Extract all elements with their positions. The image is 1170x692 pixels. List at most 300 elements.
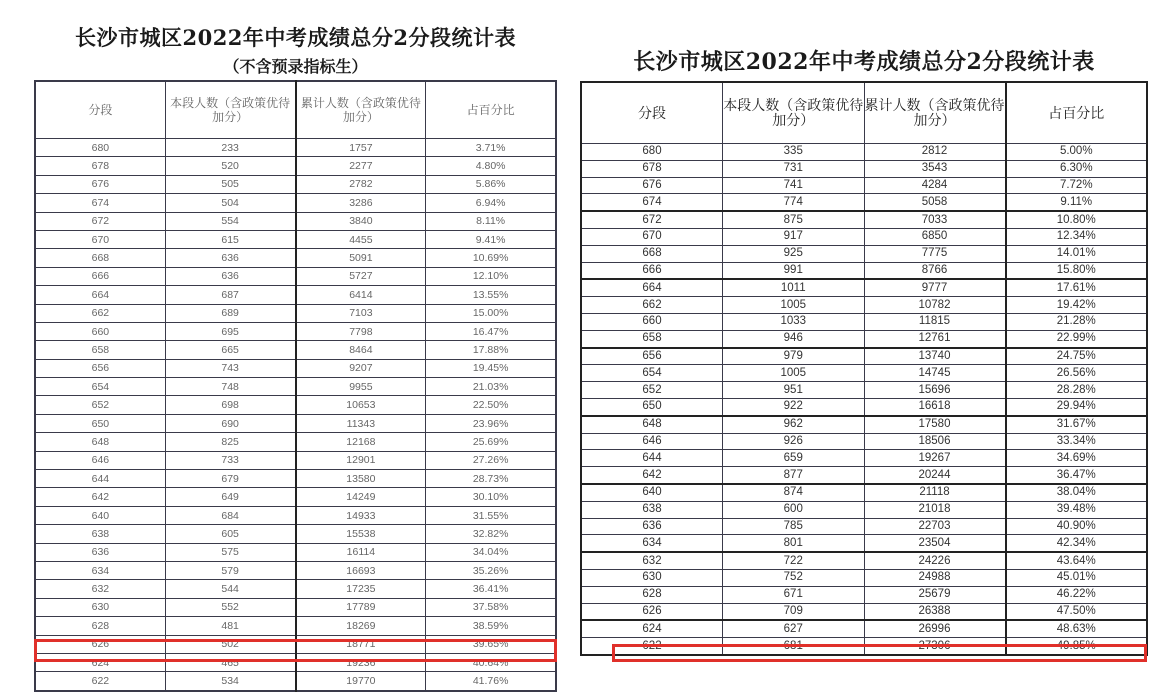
- table-row: [35, 322, 556, 340]
- cell-score-band: 628: [35, 617, 165, 635]
- cell-cumulative-count: 16618: [864, 398, 1006, 415]
- cell-cumulative-count: 12901: [296, 451, 426, 469]
- cell-score-band: 646: [35, 451, 165, 469]
- cell-score-band: 670: [581, 228, 723, 245]
- cell-band-count: 649: [165, 488, 295, 506]
- cell-score-band: 676: [35, 175, 165, 193]
- table-row: [581, 552, 1147, 569]
- cell-score-band: 648: [35, 433, 165, 451]
- cell-percentage: 19.42%: [1006, 297, 1148, 314]
- cell-score-band: 642: [581, 467, 723, 484]
- table-row: [35, 506, 556, 524]
- cell-cumulative-count: 3840: [296, 212, 426, 230]
- cell-percentage: 9.11%: [1006, 194, 1148, 211]
- left-table-subtitle: （不含预录指标生）: [223, 57, 368, 76]
- cell-cumulative-count: 15538: [296, 525, 426, 543]
- cell-cumulative-count: 18506: [864, 433, 1006, 450]
- left-table-title: 长沙市城区2022年中考成绩总分2分段统计表: [74, 25, 517, 50]
- table-row: [581, 144, 1147, 161]
- cell-cumulative-count: 4455: [296, 230, 426, 248]
- cell-band-count: 504: [165, 194, 295, 212]
- table-row: [35, 580, 556, 598]
- table-row: [35, 175, 556, 193]
- cell-band-count: 825: [165, 433, 295, 451]
- table-row: [581, 365, 1147, 382]
- cell-band-count: 709: [723, 603, 865, 620]
- cell-band-count: 731: [723, 160, 865, 177]
- table-row: [581, 467, 1147, 484]
- cell-percentage: 28.28%: [1006, 382, 1148, 399]
- table-row: [35, 341, 556, 359]
- cell-score-band: 680: [35, 139, 165, 157]
- table-row: [35, 157, 556, 175]
- cell-cumulative-count: 4284: [864, 177, 1006, 194]
- table-row: [581, 450, 1147, 467]
- cell-score-band: 630: [581, 569, 723, 586]
- table-row: [35, 543, 556, 561]
- cell-band-count: 690: [165, 414, 295, 432]
- cell-band-count: 679: [165, 470, 295, 488]
- cell-percentage: 21.28%: [1006, 313, 1148, 330]
- cell-percentage: 12.34%: [1006, 228, 1148, 245]
- cell-band-count: 698: [165, 396, 295, 414]
- cell-percentage: 39.48%: [1006, 501, 1148, 518]
- cell-band-count: 579: [165, 561, 295, 579]
- table-row: [581, 398, 1147, 415]
- cell-cumulative-count: 17235: [296, 580, 426, 598]
- cell-score-band: 662: [35, 304, 165, 322]
- cell-band-count: 665: [165, 341, 295, 359]
- col-header-percentage: 占百分比: [1006, 82, 1148, 144]
- cell-percentage: 21.03%: [426, 378, 556, 396]
- cell-percentage: 39.65%: [426, 635, 556, 653]
- cell-percentage: 46.22%: [1006, 586, 1148, 603]
- cell-band-count: 877: [723, 467, 865, 484]
- table-row: [35, 139, 556, 157]
- cell-score-band: 650: [35, 414, 165, 432]
- cell-cumulative-count: 3543: [864, 160, 1006, 177]
- cell-band-count: 605: [165, 525, 295, 543]
- cell-score-band: 638: [35, 525, 165, 543]
- cell-score-band: 656: [35, 359, 165, 377]
- cell-cumulative-count: 9207: [296, 359, 426, 377]
- cell-percentage: 31.55%: [426, 506, 556, 524]
- cell-cumulative-count: 15696: [864, 382, 1006, 399]
- cell-band-count: 962: [723, 416, 865, 433]
- cell-band-count: 1011: [723, 279, 865, 296]
- cell-cumulative-count: 18771: [296, 635, 426, 653]
- col-header-band-count: 本段人数（含政策优待加分）: [165, 81, 295, 139]
- cell-score-band: 680: [581, 144, 723, 161]
- cell-cumulative-count: 26388: [864, 603, 1006, 620]
- cell-score-band: 644: [581, 450, 723, 467]
- table-row: [581, 160, 1147, 177]
- cell-cumulative-count: 19236: [296, 653, 426, 671]
- cell-percentage: 4.80%: [426, 157, 556, 175]
- cell-band-count: 917: [723, 228, 865, 245]
- cell-band-count: 922: [723, 398, 865, 415]
- cell-percentage: 36.41%: [426, 580, 556, 598]
- cell-score-band: 670: [35, 230, 165, 248]
- cell-band-count: 925: [723, 245, 865, 262]
- cell-percentage: 42.34%: [1006, 535, 1148, 552]
- cell-score-band: 634: [35, 561, 165, 579]
- cell-band-count: 502: [165, 635, 295, 653]
- cell-cumulative-count: 3286: [296, 194, 426, 212]
- cell-score-band: 666: [35, 267, 165, 285]
- cell-percentage: 15.00%: [426, 304, 556, 322]
- cell-score-band: 626: [581, 603, 723, 620]
- cell-percentage: 8.11%: [426, 212, 556, 230]
- cell-cumulative-count: 22703: [864, 518, 1006, 535]
- cell-percentage: 40.64%: [426, 653, 556, 671]
- cell-percentage: 17.88%: [426, 341, 556, 359]
- cell-score-band: 648: [581, 416, 723, 433]
- table-row: [581, 194, 1147, 211]
- table-row: [35, 194, 556, 212]
- cell-percentage: 27.26%: [426, 451, 556, 469]
- table-row: [581, 569, 1147, 586]
- cell-percentage: 10.80%: [1006, 211, 1148, 228]
- table-row: [581, 382, 1147, 399]
- cell-percentage: 19.45%: [426, 359, 556, 377]
- table-row: [35, 396, 556, 414]
- cell-score-band: 674: [35, 194, 165, 212]
- table-row: [581, 348, 1147, 365]
- cell-cumulative-count: 26996: [864, 620, 1006, 637]
- cell-cumulative-count: 2782: [296, 175, 426, 193]
- cell-percentage: 12.10%: [426, 267, 556, 285]
- table-row: [581, 262, 1147, 279]
- cell-cumulative-count: 9777: [864, 279, 1006, 296]
- cell-score-band: 652: [35, 396, 165, 414]
- table-row: [35, 598, 556, 616]
- table-row: [581, 279, 1147, 296]
- col-header-score-band: 分段: [35, 81, 165, 139]
- cell-band-count: 979: [723, 348, 865, 365]
- cell-band-count: 774: [723, 194, 865, 211]
- cell-cumulative-count: 7798: [296, 322, 426, 340]
- table-row: [35, 672, 556, 691]
- cell-score-band: 658: [581, 330, 723, 347]
- cell-percentage: 40.90%: [1006, 518, 1148, 535]
- cell-score-band: 676: [581, 177, 723, 194]
- cell-percentage: 48.63%: [1006, 620, 1148, 637]
- cell-band-count: 991: [723, 262, 865, 279]
- table-row: [581, 330, 1147, 347]
- cell-band-count: 627: [723, 620, 865, 637]
- table-row: [35, 267, 556, 285]
- table-row: [35, 488, 556, 506]
- table-row: [35, 212, 556, 230]
- cell-percentage: 43.64%: [1006, 552, 1148, 569]
- table-row: [35, 561, 556, 579]
- cell-cumulative-count: 16114: [296, 543, 426, 561]
- cell-band-count: 926: [723, 433, 865, 450]
- cell-score-band: 652: [581, 382, 723, 399]
- cell-cumulative-count: 5091: [296, 249, 426, 267]
- cell-percentage: 47.50%: [1006, 603, 1148, 620]
- cell-score-band: 642: [35, 488, 165, 506]
- cell-cumulative-count: 7775: [864, 245, 1006, 262]
- cell-score-band: 632: [35, 580, 165, 598]
- cell-score-band: 622: [35, 672, 165, 691]
- cell-score-band: 672: [35, 212, 165, 230]
- cell-band-count: 687: [165, 286, 295, 304]
- right-score-table: [580, 81, 1148, 656]
- table-row: [581, 228, 1147, 245]
- cell-percentage: 26.56%: [1006, 365, 1148, 382]
- table-row: [35, 230, 556, 248]
- col-header-percentage: 占百分比: [426, 81, 556, 139]
- cell-percentage: 6.30%: [1006, 160, 1148, 177]
- cell-score-band: 624: [35, 653, 165, 671]
- cell-cumulative-count: 5727: [296, 267, 426, 285]
- table-row: [35, 653, 556, 671]
- cell-percentage: 5.86%: [426, 175, 556, 193]
- cell-band-count: 552: [165, 598, 295, 616]
- cell-cumulative-count: 19267: [864, 450, 1006, 467]
- cell-cumulative-count: 21118: [864, 484, 1006, 501]
- cell-score-band: 678: [581, 160, 723, 177]
- cell-score-band: 658: [35, 341, 165, 359]
- cell-score-band: 650: [581, 398, 723, 415]
- cell-score-band: 664: [581, 279, 723, 296]
- cell-cumulative-count: 2812: [864, 144, 1006, 161]
- table-row: [581, 245, 1147, 262]
- header-row: [581, 82, 1147, 144]
- cell-score-band: 668: [581, 245, 723, 262]
- table-row: [581, 433, 1147, 450]
- cell-percentage: 17.61%: [1006, 279, 1148, 296]
- cell-cumulative-count: 13740: [864, 348, 1006, 365]
- cell-score-band: 644: [35, 470, 165, 488]
- cell-score-band: 632: [581, 552, 723, 569]
- cell-band-count: 951: [723, 382, 865, 399]
- cell-percentage: 36.47%: [1006, 467, 1148, 484]
- cell-percentage: 3.71%: [426, 139, 556, 157]
- table-row: [581, 313, 1147, 330]
- table-row: [581, 501, 1147, 518]
- cell-band-count: 722: [723, 552, 865, 569]
- cell-cumulative-count: 11343: [296, 414, 426, 432]
- left-score-table: [34, 80, 557, 692]
- left-score-table-panel: [34, 0, 557, 692]
- cell-cumulative-count: 6414: [296, 286, 426, 304]
- cell-percentage: 49.85%: [1006, 638, 1148, 655]
- table-row: [35, 378, 556, 396]
- cell-score-band: 626: [35, 635, 165, 653]
- table-row: [581, 586, 1147, 603]
- cell-band-count: 575: [165, 543, 295, 561]
- cell-band-count: 481: [165, 617, 295, 635]
- table-row: [581, 535, 1147, 552]
- cell-percentage: 14.01%: [1006, 245, 1148, 262]
- cell-score-band: 636: [35, 543, 165, 561]
- cell-cumulative-count: 14933: [296, 506, 426, 524]
- cell-band-count: 615: [165, 230, 295, 248]
- cell-band-count: 636: [165, 249, 295, 267]
- cell-band-count: 520: [165, 157, 295, 175]
- table-row: [35, 304, 556, 322]
- cell-band-count: 505: [165, 175, 295, 193]
- cell-cumulative-count: 17789: [296, 598, 426, 616]
- cell-band-count: 465: [165, 653, 295, 671]
- cell-percentage: 28.73%: [426, 470, 556, 488]
- cell-cumulative-count: 7033: [864, 211, 1006, 228]
- cell-cumulative-count: 5058: [864, 194, 1006, 211]
- header-row: [35, 81, 556, 139]
- table-row: [581, 638, 1147, 655]
- cell-score-band: 654: [35, 378, 165, 396]
- cell-cumulative-count: 14249: [296, 488, 426, 506]
- cell-score-band: 656: [581, 348, 723, 365]
- cell-percentage: 23.96%: [426, 414, 556, 432]
- cell-score-band: 634: [581, 535, 723, 552]
- cell-band-count: 741: [723, 177, 865, 194]
- cell-cumulative-count: 24226: [864, 552, 1006, 569]
- cell-band-count: 785: [723, 518, 865, 535]
- cell-band-count: 748: [165, 378, 295, 396]
- col-header-score-band: 分段: [581, 82, 723, 144]
- cell-score-band: 624: [581, 620, 723, 637]
- cell-percentage: 15.80%: [1006, 262, 1148, 279]
- cell-cumulative-count: 12168: [296, 433, 426, 451]
- cell-cumulative-count: 7103: [296, 304, 426, 322]
- cell-score-band: 646: [581, 433, 723, 450]
- cell-percentage: 25.69%: [426, 433, 556, 451]
- table-row: [581, 297, 1147, 314]
- cell-cumulative-count: 11815: [864, 313, 1006, 330]
- cell-score-band: 628: [581, 586, 723, 603]
- cell-band-count: 684: [165, 506, 295, 524]
- table-row: [581, 177, 1147, 194]
- cell-score-band: 672: [581, 211, 723, 228]
- cell-score-band: 654: [581, 365, 723, 382]
- cell-cumulative-count: 13580: [296, 470, 426, 488]
- cell-score-band: 636: [581, 518, 723, 535]
- cell-percentage: 33.34%: [1006, 433, 1148, 450]
- cell-score-band: 638: [581, 501, 723, 518]
- table-row: [35, 451, 556, 469]
- cell-band-count: 600: [723, 501, 865, 518]
- cell-band-count: 1005: [723, 365, 865, 382]
- cell-cumulative-count: 1757: [296, 139, 426, 157]
- right-table-title: 长沙市城区2022年中考成绩总分2分段统计表: [633, 49, 1095, 75]
- cell-score-band: 630: [35, 598, 165, 616]
- cell-cumulative-count: 14745: [864, 365, 1006, 382]
- cell-band-count: 689: [165, 304, 295, 322]
- cell-score-band: 664: [35, 286, 165, 304]
- cell-percentage: 16.47%: [426, 322, 556, 340]
- cell-cumulative-count: 10782: [864, 297, 1006, 314]
- right-table-body: [581, 144, 1147, 655]
- cell-band-count: 801: [723, 535, 865, 552]
- table-row: [581, 484, 1147, 501]
- cell-percentage: 41.76%: [426, 672, 556, 691]
- cell-percentage: 31.67%: [1006, 416, 1148, 433]
- cell-cumulative-count: 23504: [864, 535, 1006, 552]
- cell-cumulative-count: 8766: [864, 262, 1006, 279]
- cell-band-count: 534: [165, 672, 295, 691]
- cell-band-count: 335: [723, 144, 865, 161]
- cell-percentage: 24.75%: [1006, 348, 1148, 365]
- table-row: [35, 525, 556, 543]
- cell-score-band: 640: [35, 506, 165, 524]
- col-header-cumulative-count: 累计人数（含政策优待加分）: [864, 82, 1006, 144]
- cell-cumulative-count: 18269: [296, 617, 426, 635]
- table-row: [581, 416, 1147, 433]
- left-table-body: [35, 139, 556, 691]
- table-row: [35, 433, 556, 451]
- table-row: [581, 603, 1147, 620]
- table-row: [581, 620, 1147, 637]
- table-row: [581, 518, 1147, 535]
- cell-cumulative-count: 16693: [296, 561, 426, 579]
- col-header-band-count: 本段人数（含政策优待加分）: [723, 82, 865, 144]
- cell-percentage: 10.69%: [426, 249, 556, 267]
- table-row: [35, 249, 556, 267]
- cell-percentage: 45.01%: [1006, 569, 1148, 586]
- cell-percentage: 29.94%: [1006, 398, 1148, 415]
- cell-score-band: 674: [581, 194, 723, 211]
- cell-cumulative-count: 2277: [296, 157, 426, 175]
- cell-band-count: 659: [723, 450, 865, 467]
- cell-percentage: 38.04%: [1006, 484, 1148, 501]
- cell-band-count: 681: [723, 638, 865, 655]
- cell-score-band: 660: [35, 322, 165, 340]
- cell-band-count: 671: [723, 586, 865, 603]
- cell-percentage: 34.04%: [426, 543, 556, 561]
- cell-cumulative-count: 6850: [864, 228, 1006, 245]
- cell-cumulative-count: 10653: [296, 396, 426, 414]
- table-row: [35, 414, 556, 432]
- cell-band-count: 733: [165, 451, 295, 469]
- cell-cumulative-count: 19770: [296, 672, 426, 691]
- cell-score-band: 662: [581, 297, 723, 314]
- cell-cumulative-count: 12761: [864, 330, 1006, 347]
- cell-score-band: 678: [35, 157, 165, 175]
- cell-percentage: 32.82%: [426, 525, 556, 543]
- cell-band-count: 1033: [723, 313, 865, 330]
- cell-score-band: 666: [581, 262, 723, 279]
- cell-band-count: 752: [723, 569, 865, 586]
- cell-band-count: 695: [165, 322, 295, 340]
- cell-score-band: 668: [35, 249, 165, 267]
- cell-cumulative-count: 8464: [296, 341, 426, 359]
- table-row: [35, 359, 556, 377]
- cell-percentage: 37.58%: [426, 598, 556, 616]
- cell-band-count: 875: [723, 211, 865, 228]
- cell-cumulative-count: 27306: [864, 638, 1006, 655]
- cell-percentage: 6.94%: [426, 194, 556, 212]
- cell-percentage: 22.99%: [1006, 330, 1148, 347]
- table-row: [35, 635, 556, 653]
- cell-band-count: 233: [165, 139, 295, 157]
- cell-band-count: 544: [165, 580, 295, 598]
- cell-percentage: 7.72%: [1006, 177, 1148, 194]
- cell-cumulative-count: 17580: [864, 416, 1006, 433]
- cell-band-count: 743: [165, 359, 295, 377]
- cell-percentage: 5.00%: [1006, 144, 1148, 161]
- cell-percentage: 35.26%: [426, 561, 556, 579]
- table-row: [35, 470, 556, 488]
- cell-band-count: 554: [165, 212, 295, 230]
- right-score-table-panel: [580, 0, 1148, 656]
- cell-percentage: 13.55%: [426, 286, 556, 304]
- cell-band-count: 636: [165, 267, 295, 285]
- table-row: [35, 286, 556, 304]
